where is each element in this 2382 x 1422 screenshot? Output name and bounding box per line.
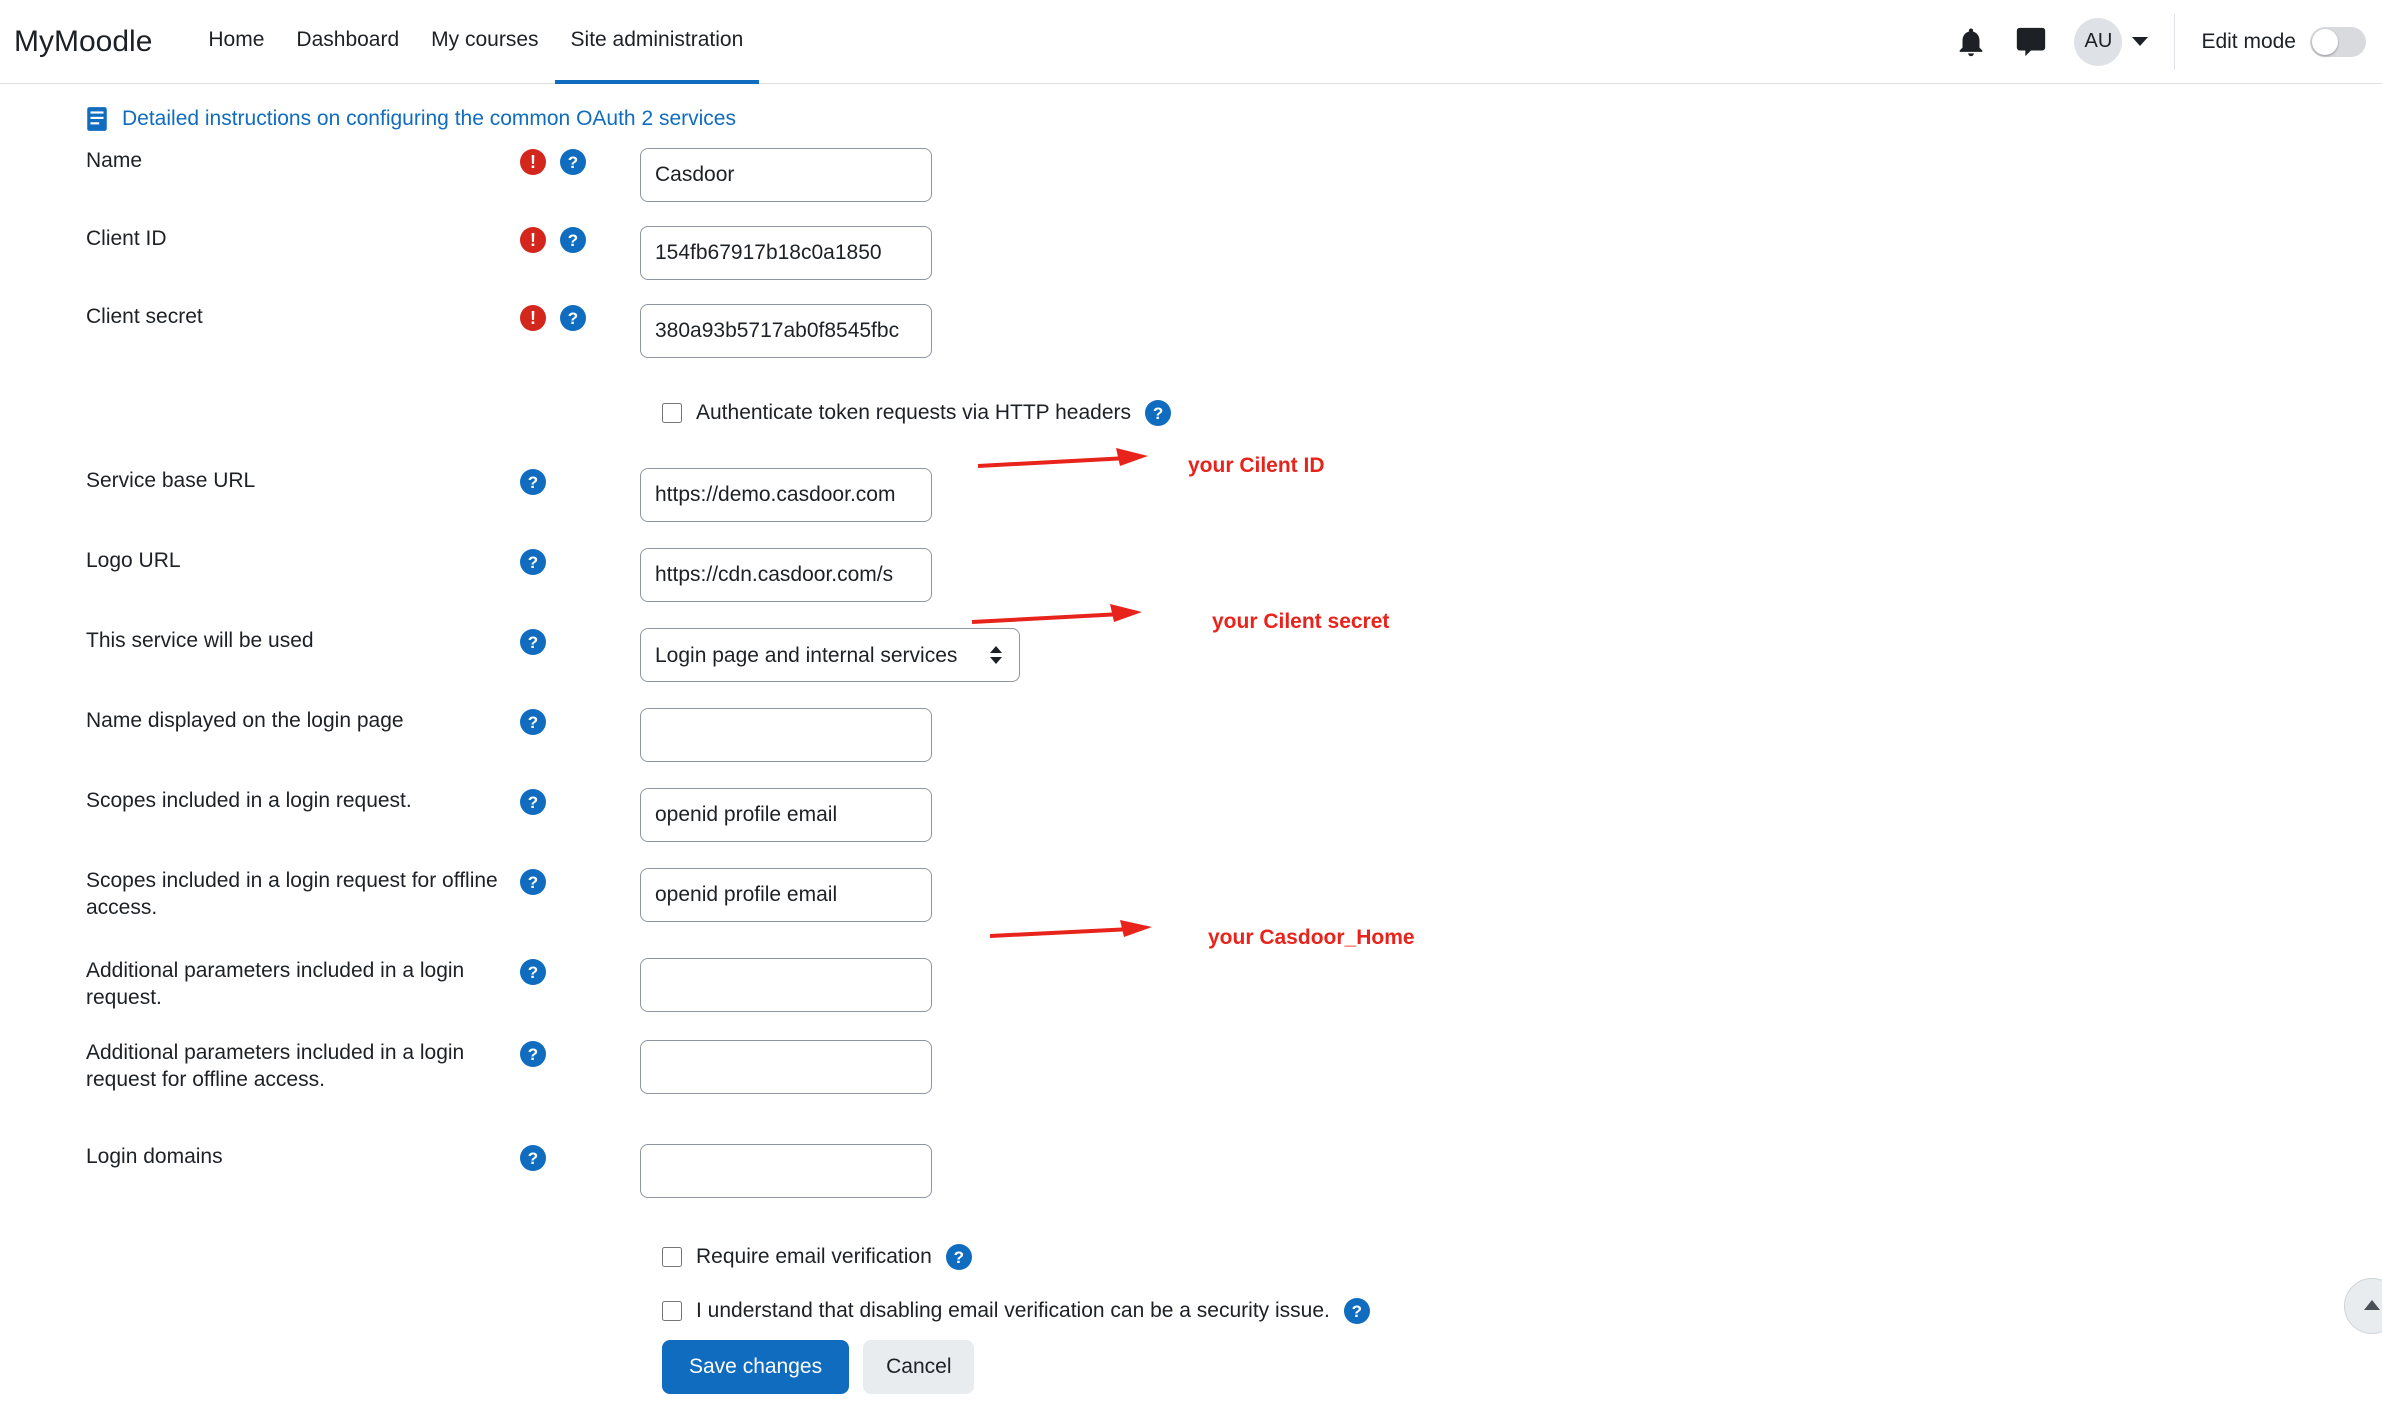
label-client-secret: Client secret [86,305,203,328]
help-icon[interactable]: ? [1145,400,1171,426]
help-icon[interactable]: ? [560,149,586,175]
icons-client-id [520,226,640,253]
scopes-offline-input[interactable] [640,868,932,922]
required-icon: ! [520,227,546,253]
label-login-page-name: Name displayed on the login page [86,709,404,732]
login-domains-input[interactable] [640,1144,932,1198]
icons-service-usage [520,628,640,655]
input-cell-additional-params-login [640,958,932,1012]
instructions-link[interactable]: Detailed instructions on configuring the common OAuth 2 services [122,107,736,130]
notifications-bell-icon[interactable] [1954,25,1988,59]
required-icon: ! [520,305,546,331]
label-additional-params-offline: Additional parameters included in a login request for offline access. [86,1041,465,1091]
additional-params-login-input[interactable] [640,958,932,1012]
edit-mode-toggle[interactable] [2310,27,2366,57]
messages-chat-icon[interactable] [2014,25,2048,59]
input-cell-logo-url [640,548,932,602]
label-service-usage: This service will be used [86,629,314,652]
help-icon[interactable]: ? [520,1041,546,1067]
help-icon[interactable]: ? [560,305,586,331]
field-row-login-domains [0,1144,2382,1200]
icons-client-secret [520,304,640,331]
label-login-domains: Login domains [86,1145,223,1168]
logo-url-input[interactable] [640,548,932,602]
navbar-right-group [1954,0,2382,84]
required-icon: ! [520,149,546,175]
additional-params-offline-input[interactable] [640,1040,932,1094]
scopes-login-input[interactable] [640,788,932,842]
help-icon[interactable]: ? [520,959,546,985]
client-id-input[interactable] [640,226,932,280]
help-icon[interactable]: ? [520,869,546,895]
chevron-up-icon [2360,1294,2382,1318]
help-icon[interactable]: ? [520,1145,546,1171]
field-row-service-usage [0,628,2382,684]
cancel-button[interactable]: Cancel [863,1340,974,1394]
client-secret-input[interactable] [640,304,932,358]
icons-additional-params-login [520,958,640,985]
annotation-client-secret: your Cilent secret [1212,610,1390,633]
help-icon[interactable]: ? [520,709,546,735]
label-scopes-login: Scopes included in a login request. [86,789,412,812]
help-icon[interactable]: ? [520,629,546,655]
icons-logo-url [520,548,640,575]
label-service-base-url: Service base URL [86,469,256,492]
label-scopes-offline: Scopes included in a login request for offline access. [86,869,498,919]
document-icon [86,106,108,132]
require-email-verification-label: Require email verification [696,1245,932,1268]
field-row-login-page-name [0,708,2382,764]
nav-item-site-administration[interactable]: Site administration [555,2,760,84]
service-usage-select[interactable] [640,628,1020,682]
input-cell-client-secret [640,304,932,358]
instructions-row [0,84,2382,138]
nav-item-my-courses[interactable]: My courses [431,27,539,51]
icons-login-page-name [520,708,640,735]
input-cell-scopes-offline [640,868,932,922]
chevron-down-icon [2132,37,2148,46]
primary-nav [192,0,759,84]
nav-item-home[interactable]: Home [208,27,265,51]
user-menu[interactable] [2074,18,2148,66]
field-row-name [0,148,2382,204]
row-http-headers [0,400,2382,426]
field-row-logo-url [0,548,2382,604]
input-cell-service-usage [640,628,1020,682]
help-icon[interactable]: ? [560,227,586,253]
oauth2-service-form [0,84,2382,1394]
nav-item-dashboard[interactable]: Dashboard [296,27,400,51]
label-logo-url: Logo URL [86,549,181,572]
icons-scopes-login [520,788,640,815]
input-cell-service-base-url [640,468,932,522]
avatar: AU [2074,18,2122,66]
row-security-issue [0,1298,2382,1324]
top-navbar [0,0,2382,84]
site-brand[interactable]: MyMoodle [14,24,153,58]
input-cell-name [640,148,932,202]
help-icon[interactable]: ? [520,549,546,575]
input-cell-login-page-name [640,708,932,762]
field-row-scopes-offline [0,868,2382,924]
save-changes-button[interactable]: Save changes [662,1340,849,1394]
icons-service-base-url [520,468,640,495]
service-base-url-input[interactable] [640,468,932,522]
icons-name [520,148,640,175]
icons-scopes-offline [520,868,640,895]
http-headers-label: Authenticate token requests via HTTP headers [696,401,1132,424]
icons-login-domains [520,1144,640,1171]
input-cell-scopes-login [640,788,932,842]
label-name: Name [86,149,143,172]
edit-mode-control[interactable] [2174,14,2366,70]
login-page-name-input[interactable] [640,708,932,762]
require-email-verification-checkbox[interactable] [662,1247,682,1267]
annotation-service-base-url: your Casdoor_Home [1208,926,1415,949]
toggle-knob [2312,29,2338,55]
label-client-id: Client ID [86,227,167,250]
help-icon[interactable]: ? [520,789,546,815]
field-row-additional-params-login [0,958,2382,1014]
name-input[interactable] [640,148,932,202]
edit-mode-label: Edit mode [2201,29,2296,53]
security-issue-checkbox[interactable] [662,1301,682,1321]
annotation-client-id: your Cilent ID [1188,454,1325,477]
help-icon[interactable]: ? [946,1244,972,1270]
field-row-scopes-login [0,788,2382,844]
security-issue-label: I understand that disabling email verification can be a security issue. [696,1299,1330,1322]
field-row-additional-params-offline [0,1040,2382,1096]
label-additional-params-login: Additional parameters included in a login request. [86,959,465,1009]
input-cell-client-id [640,226,932,280]
icons-additional-params-offline [520,1040,640,1067]
input-cell-additional-params-offline [640,1040,932,1094]
form-actions [0,1324,2382,1394]
help-icon[interactable]: ? [520,469,546,495]
row-require-email-verification [0,1244,2382,1270]
http-headers-checkbox[interactable] [662,403,682,423]
help-icon[interactable]: ? [1344,1298,1370,1324]
input-cell-login-domains [640,1144,932,1198]
